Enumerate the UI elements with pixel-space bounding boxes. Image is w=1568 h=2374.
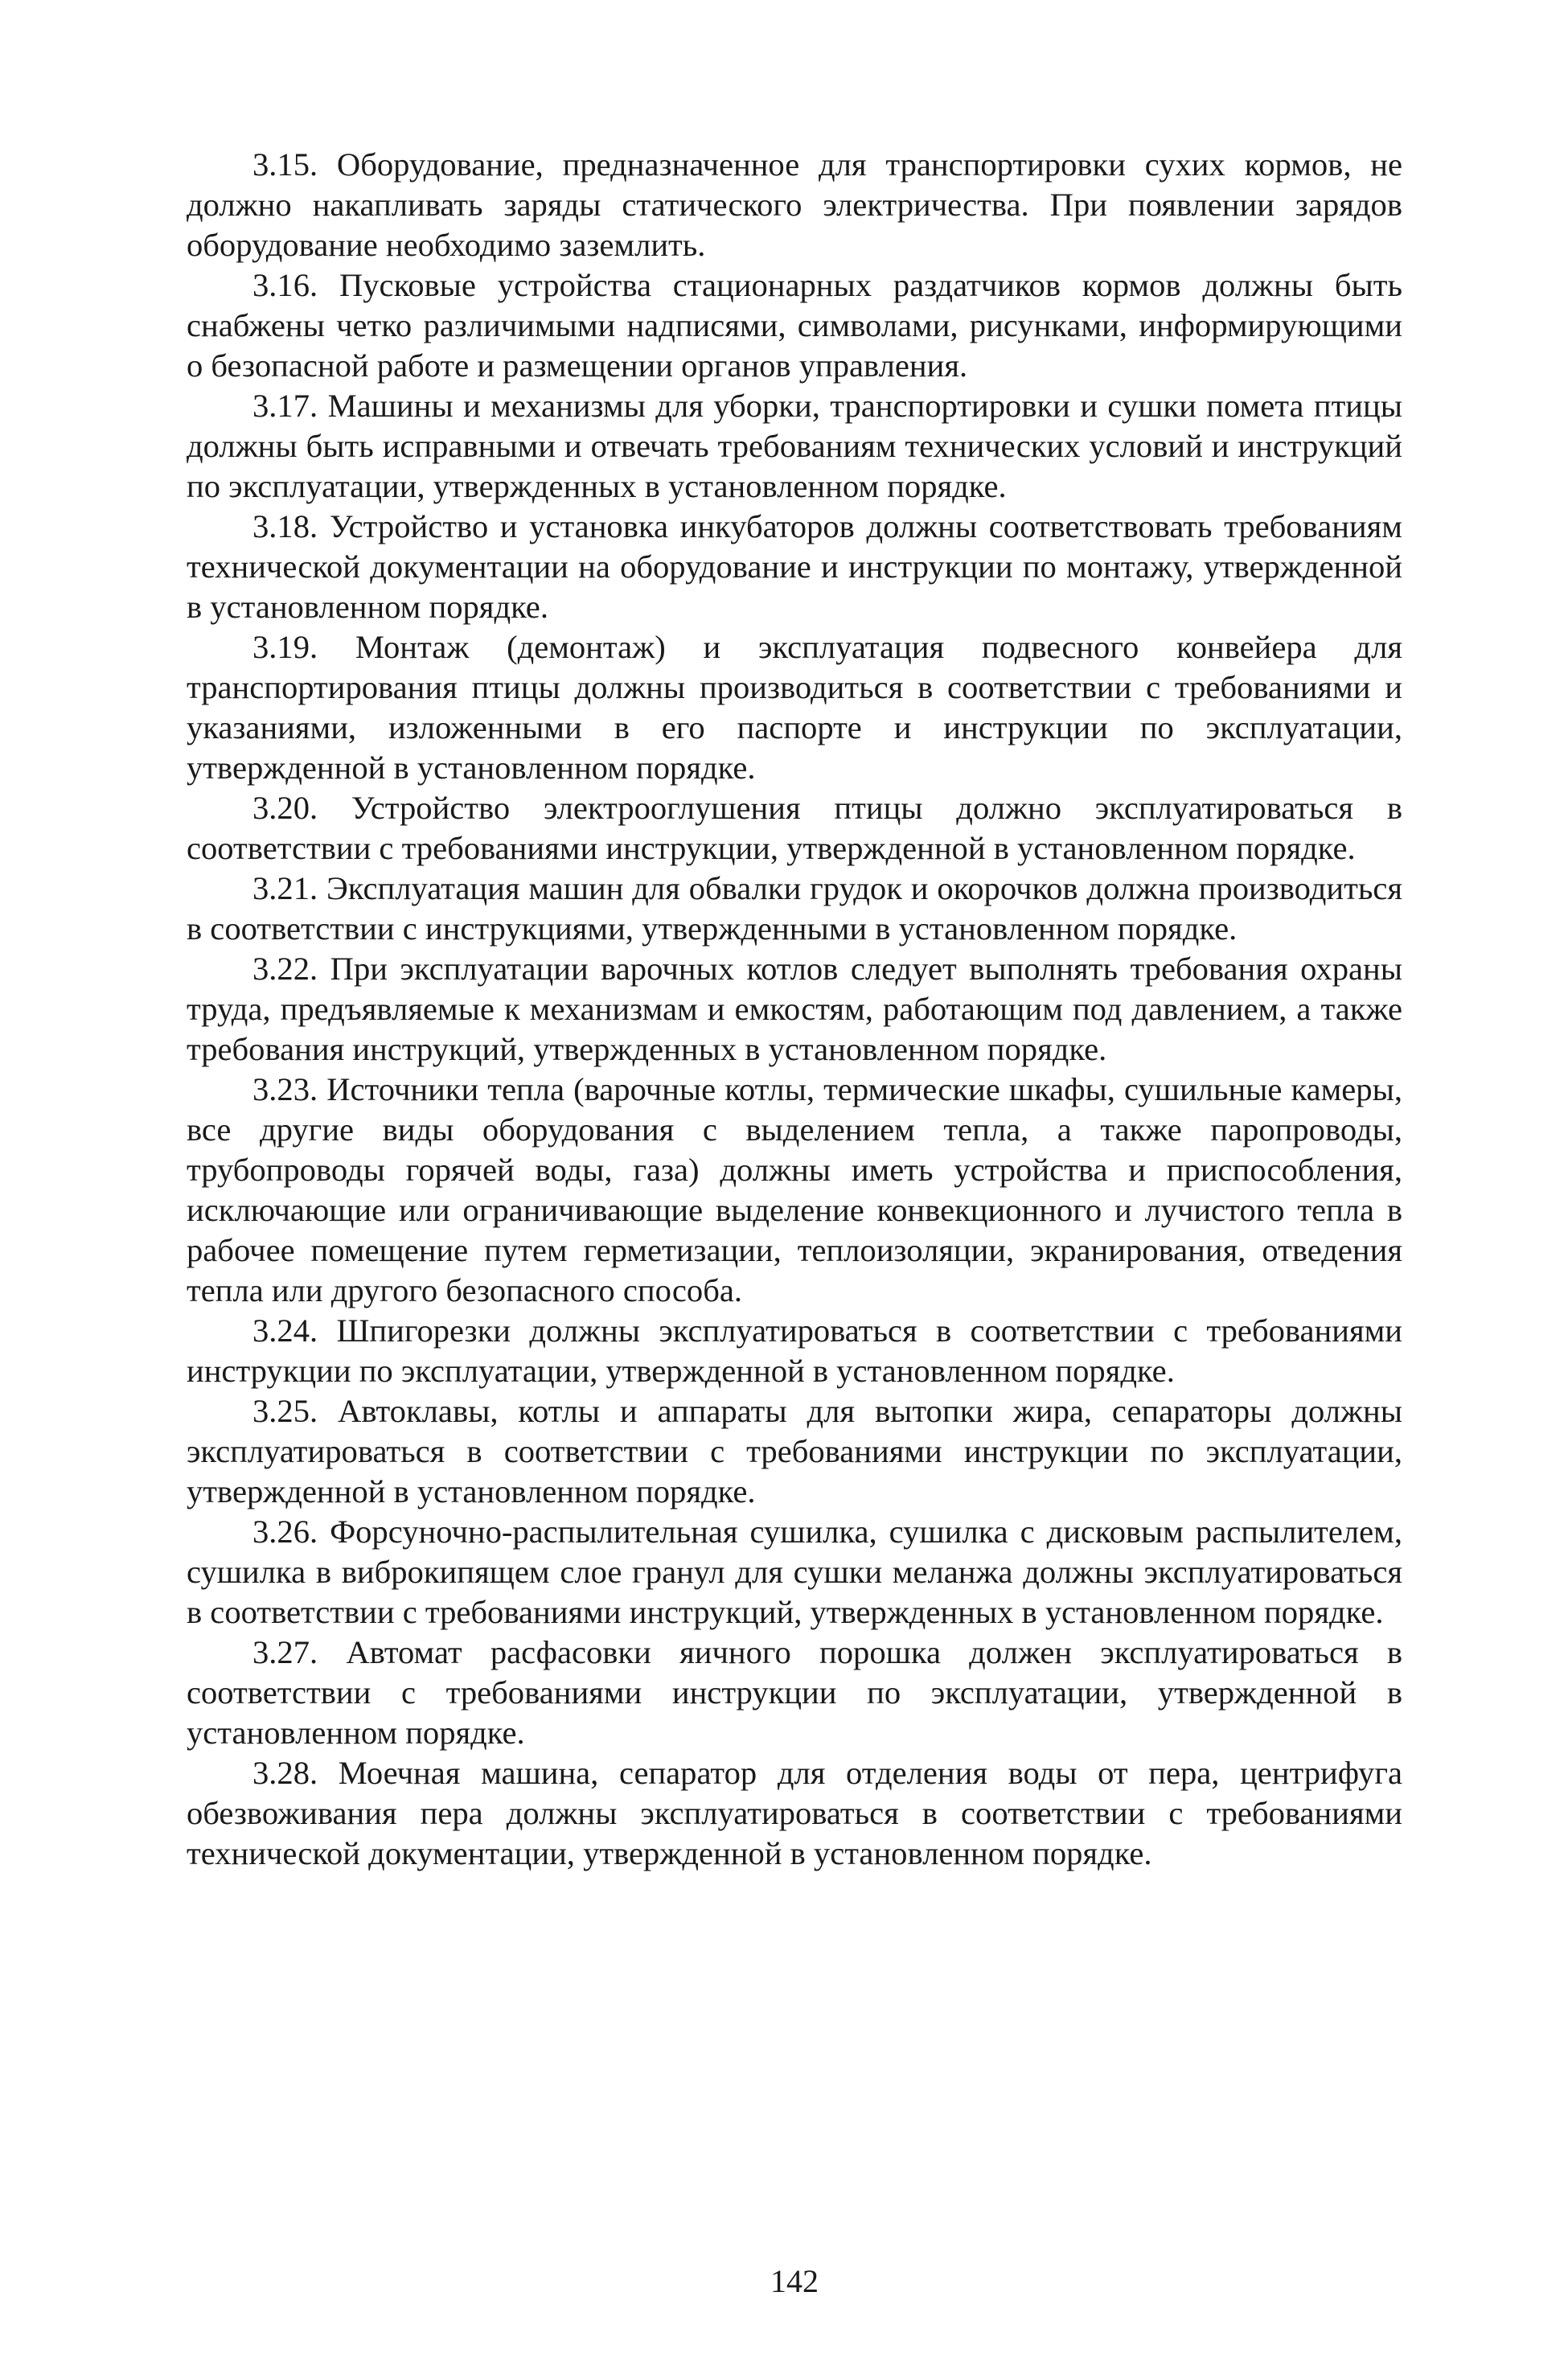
paragraph-3-19: 3.19. Монтаж (демонтаж) и эксплуатация подвесного конвейера для транспортирования птицы должны производиться в соответствии с требованиями и указаниями, изложенными в его паспорте и инструкции по эксплуатации, утвержденной в установленном порядке.: [187, 629, 1402, 786]
body-text: [187, 145, 1402, 1874]
paragraph-3-28: 3.28. Моечная машина, сепаратор для отделения воды от пера, центрифуга обезвоживания пера должны эксплуатироваться в соответствии с требованиями технической документации, утвержденной в установленном порядке.: [187, 1755, 1402, 1871]
document-page: [187, 145, 1402, 2316]
paragraph-3-20: 3.20. Устройство электрооглушения птицы должно эксплуатироваться в соответствии с требованиями инструкции, утвержденной в установленном порядке.: [187, 790, 1402, 866]
paragraph-3-21: 3.21. Эксплуатация машин для обвалки грудок и окорочков должна производиться в соответствии с инструкциями, утвержденными в установленном порядке.: [187, 870, 1402, 947]
paragraph-3-22: 3.22. При эксплуатации варочных котлов следует выполнять требования охраны труда, предъявляемые к механизмам и емкостям, работающим под давлением, а также требования инструкций, утвержденных в установленном порядке.: [187, 951, 1402, 1067]
page-number: 142: [770, 2263, 819, 2299]
paragraph-3-26: 3.26. Форсуночно-распылительная сушилка, сушилка с дисковым распылителем, сушилка в виброкипящем слое гранул для сушки меланжа должны эксплуатироваться в соответствии с требованиями инструкций, утвержденных в установленном порядке.: [187, 1514, 1402, 1630]
paragraph-3-25: 3.25. Автоклавы, котлы и аппараты для вытопки жира, сепараторы должны эксплуатироваться в соответствии с требованиями инструкции по эксплуатации, утвержденной в установленном порядке.: [187, 1393, 1402, 1509]
paragraph-3-17: 3.17. Машины и механизмы для уборки, транспортировки и сушки помета птицы должны быть исправными и отвечать требованиям технических условий и инструкций по эксплуатации, утвержденных в установленном порядке.: [187, 388, 1402, 504]
paragraph-3-24: 3.24. Шпигорезки должны эксплуатироваться в соответствии с требованиями инструкции по эксплуатации, утвержденной в установленном порядке.: [187, 1312, 1402, 1389]
paragraph-3-27: 3.27. Автомат расфасовки яичного порошка должен эксплуатироваться в соответствии с требованиями инструкции по эксплуатации, утвержденной в установленном порядке.: [187, 1634, 1402, 1751]
paragraph-3-15: 3.15. Оборудование, предназначенное для транспортировки сухих кормов, не должно накапливать заряды статического электричества. При появлении зарядов оборудование необходимо заземлить.: [187, 146, 1402, 263]
paragraph-3-23: 3.23. Источники тепла (варочные котлы, термические шкафы, сушильные камеры, все другие виды оборудования с выделением тепла, а также паропроводы, трубопроводы горячей воды, газа) должны иметь устройства и приспособления, исключающие или ограничивающие выделение конвекционного и лучистого тепла в рабочее помещение путем герметизации, теплоизоляции, экранирования, отведения тепла или другого безопасного способа.: [187, 1071, 1402, 1308]
paragraph-3-16: 3.16. Пусковые устройства стационарных раздатчиков кормов должны быть снабжены четко различимыми надписями, символами, рисунками, информирующими о безопасной работе и размещении органов управления.: [187, 267, 1402, 384]
paragraph-3-18: 3.18. Устройство и установка инкубаторов должны соответствовать требованиям технической документации на оборудование и инструкции по монтажу, утвержденной в установленном порядке.: [187, 508, 1402, 625]
